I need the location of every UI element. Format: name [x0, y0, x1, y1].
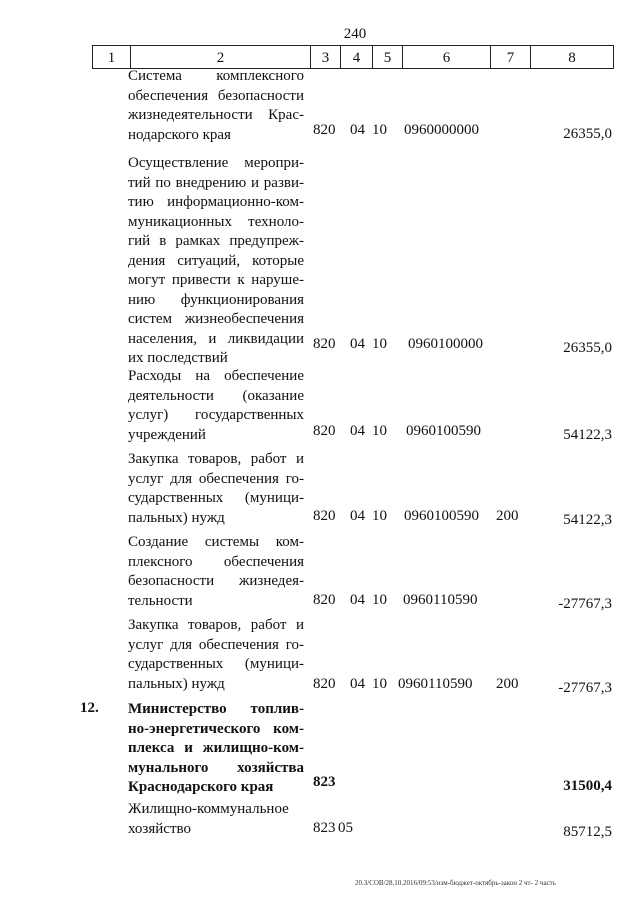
code-subsection: 10: [372, 336, 387, 352]
code-target-article: 0960100000: [408, 336, 483, 352]
description-line: Жилищно-коммунальное: [128, 801, 289, 817]
code-expense-type: 200: [496, 508, 519, 524]
document-footer: 20.3/СОВ/28.10.2016/09:53/изм-бюджет-октябрь-закон 2 чт- 2 часть: [355, 879, 556, 887]
header-col-5: 5: [373, 46, 403, 68]
description-line: Расходы на обеспечение: [128, 368, 304, 384]
description-line: мунального хозяйства: [128, 759, 304, 776]
description-line: нодарского края: [128, 126, 231, 143]
code-section: 04: [350, 508, 365, 524]
row-description: [128, 450, 304, 528]
description-line: безопасности жизнедея-: [128, 573, 304, 589]
code-target-article: 0960100590: [404, 508, 479, 524]
code-ministry: 820: [313, 423, 336, 439]
table-header: [92, 45, 614, 69]
code-ministry: 820: [313, 508, 336, 524]
description-line: Закупка товаров, работ и: [128, 451, 304, 467]
code-section: 04: [350, 592, 365, 608]
code-target-article: 0960000000: [404, 122, 479, 138]
code-ministry: 820: [313, 676, 336, 692]
code-ministry: 820: [313, 122, 336, 138]
description-line: тий по внедрению и разви-: [128, 174, 304, 191]
description-line: нию функционирования: [128, 291, 304, 308]
description-line: Создание системы ком-: [128, 534, 304, 550]
description-line: услуг для обеспечения го-: [128, 636, 304, 653]
code-subsection: 10: [372, 508, 387, 524]
description-line: плекса и жилищно-ком-: [128, 740, 304, 756]
amount: 54122,3: [563, 512, 612, 528]
description-line: тельности: [128, 592, 193, 609]
header-col-4: 4: [341, 46, 373, 68]
row-description: [128, 800, 304, 839]
description-line: пальных) нужд: [128, 675, 225, 692]
code-subsection: 10: [372, 423, 387, 439]
code-section: 05: [338, 820, 353, 836]
row-description: [128, 154, 304, 369]
header-col-3: 3: [311, 46, 341, 68]
description-line: сударственных (муници-: [128, 490, 304, 506]
row-description: [128, 700, 304, 798]
header-col-7: 7: [491, 46, 531, 68]
amount: -27767,3: [558, 680, 612, 696]
code-ministry: 823: [313, 774, 336, 790]
description-line: услуг для обеспечения го-: [128, 470, 304, 487]
description-line: пальных) нужд: [128, 509, 225, 526]
code-target-article: 0960100590: [406, 423, 481, 439]
code-section: 04: [350, 122, 365, 138]
description-line: систем жизнеобеспечения: [128, 311, 304, 327]
description-line: могут привести к наруше-: [128, 272, 304, 288]
code-subsection: 10: [372, 676, 387, 692]
row-description: [128, 533, 304, 611]
header-col-2: 2: [131, 46, 311, 68]
description-line: хозяйство: [128, 820, 191, 837]
amount: 26355,0: [563, 340, 612, 356]
description-line: гий в рамках предупреж-: [128, 233, 304, 249]
amount: 54122,3: [563, 427, 612, 443]
amount: 85712,5: [563, 824, 612, 840]
description-line: тию информационно-ком-: [128, 194, 304, 210]
description-line: деятельности (оказание: [128, 387, 304, 404]
description-line: обеспечения безопасности: [128, 87, 304, 104]
description-line: населения, и ликвидации: [128, 330, 304, 347]
description-line: Закупка товаров, работ и: [128, 617, 304, 633]
description-line: Министерство топлив-: [128, 701, 304, 717]
code-ministry: 820: [313, 336, 336, 352]
description-line: учреждений: [128, 426, 206, 443]
code-subsection: 10: [372, 122, 387, 138]
description-line: но-энергетического ком-: [128, 720, 304, 737]
code-ministry: 823: [313, 820, 336, 836]
amount: 26355,0: [563, 126, 612, 142]
header-col-8: 8: [568, 50, 576, 66]
description-line: сударственных (муници-: [128, 656, 304, 672]
header-col-6: 6: [403, 46, 491, 68]
page-number: 240: [343, 26, 367, 42]
description-line: их последствий: [128, 350, 228, 366]
description-line: муникационных техноло-: [128, 213, 304, 230]
code-section: 04: [350, 336, 365, 352]
amount: 31500,4: [563, 778, 612, 794]
code-section: 04: [350, 676, 365, 692]
code-section: 04: [350, 423, 365, 439]
description-line: Система комплексного: [128, 68, 304, 84]
code-expense-type: 200: [496, 676, 519, 692]
row-number: 12.: [80, 700, 99, 716]
description-line: жизнедеятельности Крас-: [128, 107, 304, 123]
code-target-article: 0960110590: [403, 592, 478, 608]
header-col-1: 1: [93, 46, 131, 68]
code-subsection: 10: [372, 592, 387, 608]
description-line: услуг) государственных: [128, 407, 304, 423]
row-description: [128, 367, 304, 445]
description-line: Краснодарского края: [128, 779, 274, 795]
description-line: Осуществление меропри-: [128, 155, 304, 171]
description-line: плексного обеспечения: [128, 553, 304, 570]
code-ministry: 820: [313, 592, 336, 608]
amount: -27767,3: [558, 596, 612, 612]
row-description: [128, 616, 304, 694]
row-description: [128, 67, 304, 145]
code-target-article: 0960110590: [398, 676, 473, 692]
description-line: дения ситуаций, которые: [128, 252, 304, 269]
